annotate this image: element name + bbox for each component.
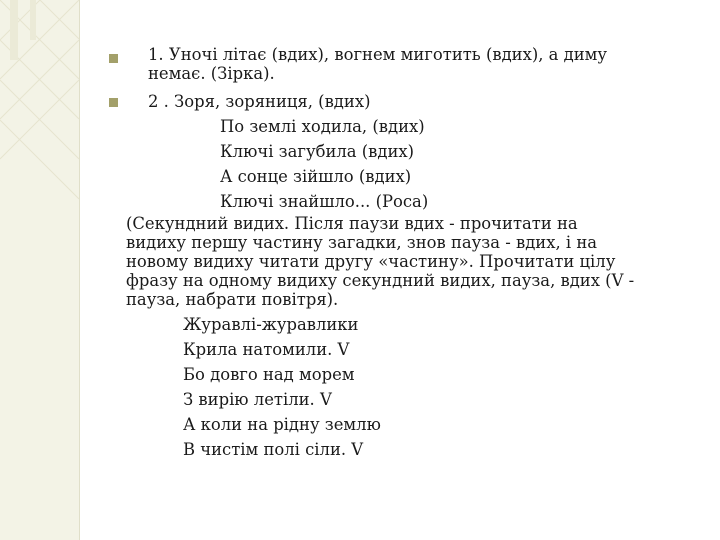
poem bbox=[126, 312, 701, 462]
bullet-paragraph-2 bbox=[126, 89, 701, 214]
decorative-sidebar bbox=[0, 0, 80, 540]
text-line: 2 . Зоря, зоряниця, (вдих) bbox=[148, 92, 371, 111]
poem-line: Бо довго над морем bbox=[183, 365, 355, 384]
bullet-paragraph-1 bbox=[126, 45, 701, 83]
sidebar-pattern bbox=[0, 0, 79, 540]
text-line: видиху першу частину загадки, знов пауза - вдих, і на bbox=[126, 233, 598, 252]
text-line: новому видиху читати другу «частину». Прочитати цілу bbox=[126, 252, 616, 271]
poem-line: Журавлі-журавлики bbox=[183, 315, 359, 334]
text-line: Ключі загубила (вдих) bbox=[220, 142, 415, 161]
bullet-square-icon bbox=[109, 54, 118, 63]
text-line: 1. Уночі літає (вдих), вогнем миготить (вдих), а диму bbox=[148, 45, 608, 64]
poem-line: В чистім полі сіли. V bbox=[183, 440, 364, 459]
note-paragraph bbox=[126, 214, 701, 309]
text-line: фразу на одному видиху секундний видих, пауза, вдих (V - bbox=[126, 271, 635, 290]
slide-body bbox=[126, 45, 701, 462]
poem-line: З вирію летіли. V bbox=[183, 390, 332, 409]
text-line: Ключі знайшло... (Роса) bbox=[220, 192, 429, 211]
text-line: (Секундний видих. Після паузи вдих - прочитати на bbox=[126, 214, 578, 233]
text-line: А сонце зійшло (вдих) bbox=[220, 167, 412, 186]
text-line: По землі ходила, (вдих) bbox=[220, 117, 425, 136]
text-line: пауза, набрати повітря). bbox=[126, 290, 339, 309]
text-line: немає. (Зірка). bbox=[148, 64, 275, 83]
bullet-square-icon bbox=[109, 98, 118, 107]
poem-line: Крила натомили. V bbox=[183, 340, 350, 359]
poem-line: А коли на рідну землю bbox=[183, 415, 381, 434]
